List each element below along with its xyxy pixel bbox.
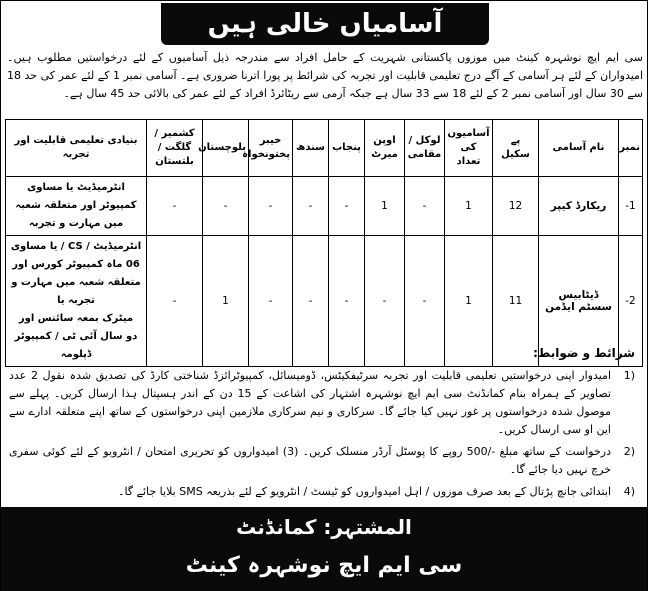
cell-kpk: - <box>249 236 293 367</box>
header-qualification: بنیادی تعلیمی قابلیت اور تجربہ <box>6 120 147 177</box>
advertiser-label: المشتہر: کمانڈنٹ <box>236 515 412 539</box>
cell-open-merit: - <box>365 236 405 367</box>
qualification-line: دو سال آئی ٹی / کمپیوٹر ڈپلومہ <box>14 331 138 360</box>
cell-vacancies: 1 <box>445 236 493 367</box>
vacancy-table <box>5 119 643 367</box>
table-row <box>6 177 643 236</box>
advertiser-name: سی ایم ایچ نوشہرہ کینٹ <box>185 553 463 578</box>
cell-kashmir-gb: - <box>147 236 203 367</box>
list-item <box>9 483 635 501</box>
cell-balochistan: - <box>203 177 249 236</box>
header-balochistan: بلوچستان <box>203 120 249 177</box>
cell-qualification <box>6 236 147 367</box>
cell-qualification <box>6 177 147 236</box>
qualification-line: انٹرمیڈیٹ / CS / یا مساوی 06 ماہ کمپیوٹر کورس اور <box>10 241 142 270</box>
cell-local: - <box>405 236 445 367</box>
cell-post: ڈیٹابیس سسٹم ایڈمن <box>539 236 619 367</box>
cell-scale: 11 <box>493 236 539 367</box>
term-text: امیدوار اپنی درخواستیں تعلیمی قابلیت اور تجربہ سرٹیفکیٹس، ڈومیسائل، کمپیوٹرائزڈ شناختی کارڈ کی تصدیق شدہ نقول 2 عدد تصاویر کے ہمراہ بنام کمانڈنٹ سی ایم ایچ نوشہرہ اشتہار کی اشاعت کے 15 دن کے اندر ہسپتال ہذا ارسال کریں۔ پہلے سے موصول شدہ درخواستوں پر غور نہیں کیا جائے گا۔ سرکاری و نیم سرکاری ملازمین اپنی درخواستوں کے ساتھ اپنے متعلقہ ادارے سے این او سی ارسال کریں۔ <box>9 369 611 436</box>
header-scale: پے سکیل <box>493 120 539 177</box>
term-text: درخواست کے ساتھ مبلغ -/500 روپے کا پوسٹل آرڈر منسلک کریں۔ (3) امیدواروں کو تحریری امتحان / انٹرویو کے لئے کوئی سفری خرچ نہیں دیا جائے گا۔ <box>9 445 611 476</box>
advertiser-footer <box>1 507 647 591</box>
cell-serial: 1- <box>619 177 643 236</box>
terms-list <box>9 367 635 505</box>
cell-vacancies: 1 <box>445 177 493 236</box>
cell-sindh: - <box>293 177 329 236</box>
term-number: (4 <box>623 485 635 498</box>
header-sindh: سندھ <box>293 120 329 177</box>
list-item <box>9 443 635 479</box>
header-kashmir-gb: کشمیر / گلگت / بلتستان <box>147 120 203 177</box>
cell-scale: 12 <box>493 177 539 236</box>
qualification-line: متعلقہ شعبہ میں مہارت و تجربہ یا <box>11 277 141 306</box>
cell-punjab: - <box>329 236 365 367</box>
term-text: ابتدائی جانچ پڑتال کے بعد صرف موزوں / اہل امیدواروں کو ٹیسٹ / انٹرویو کے لئے بذریعہ SMS بلایا جائے گا۔ <box>118 485 611 498</box>
intro-paragraph: سی ایم ایچ نوشہرہ کینٹ میں موزوں پاکستانی شہریت کے حامل افراد سے مندرجہ ذیل آسامیوں کے لئے درخواستیں مطلوب ہیں۔ امیدواران کے لئے ہر آسامی کے آگے درج تعلیمی قابلیت اور تجربہ کی شرائط پر پورا اترنا ضروری ہے۔ آسامی نمبر 1 کے لئے عمر کی حد 18 سے 30 سال اور آسامی نمبر 2 کے لئے 18 سے 33 سال ہے جبکہ آرمی سے ریٹائرڈ افراد کے لئے عمر کی بالائی حد 45 سال ہے۔ <box>7 51 644 100</box>
list-item <box>9 367 635 439</box>
cell-balochistan: 1 <box>203 236 249 367</box>
terms-heading: شرائط و ضوابط: <box>533 346 635 360</box>
term-number: (1 <box>623 369 635 382</box>
cell-serial: 2- <box>619 236 643 367</box>
page-title: آسامیاں خالی ہیں <box>161 3 489 45</box>
header-kpk: خیبر پختونخواہ <box>249 120 293 177</box>
qualification-line: کمپیوٹر اور متعلقہ شعبہ میں مہارت و تجربہ <box>15 200 137 229</box>
cell-open-merit: 1 <box>365 177 405 236</box>
qualification-line: میٹرک بمعہ سائنس اور <box>18 313 134 324</box>
header-local: لوکل / مقامی <box>405 120 445 177</box>
table-header-row <box>6 120 643 177</box>
cell-kashmir-gb: - <box>147 177 203 236</box>
cell-sindh: - <box>293 236 329 367</box>
header-punjab: پنجاب <box>329 120 365 177</box>
header-open-merit: اوپن میرٹ <box>365 120 405 177</box>
header-post: نام آسامی <box>539 120 619 177</box>
header-serial: نمبر <box>619 120 643 177</box>
cell-punjab: - <box>329 177 365 236</box>
cell-kpk: - <box>249 177 293 236</box>
qualification-line: انٹرمیڈیٹ یا مساوی <box>27 182 125 193</box>
cell-post: ریکارڈ کیپر <box>539 177 619 236</box>
header-vacancies: آسامیوں کی تعداد <box>445 120 493 177</box>
term-number: (2 <box>623 445 635 458</box>
cell-local: - <box>405 177 445 236</box>
